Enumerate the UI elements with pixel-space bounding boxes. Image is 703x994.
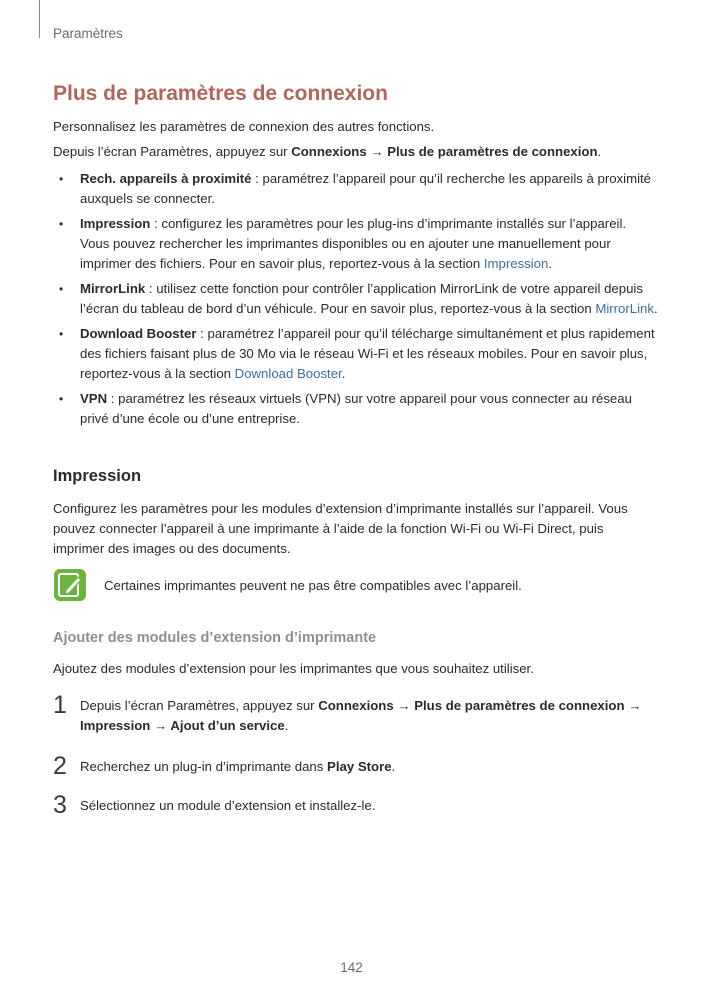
note-pencil-icon — [53, 568, 87, 602]
step-text: Recherchez un plug-in d’imprimante dans Play Store. — [80, 759, 396, 774]
step-text: Depuis l’écran Paramètres, appuyez sur Connexions → Plus de paramètres de connexion → Impression → Ajout d’un service. — [80, 698, 642, 733]
navigation-path: Depuis l’écran Paramètres, appuyez sur Connexions → Plus de paramètres de connexion. — [53, 144, 602, 159]
list-item: • Rech. appareils à proximité : paramétrez l’appareil pour qu’il recherche les appareils à proximité auxquels se connecter. — [59, 171, 651, 206]
list-item: • VPN : paramétrez les réseaux virtuels (VPN) sur votre appareil pour vous connecter au réseau privé d’une école ou d’une entreprise. — [59, 391, 632, 426]
impression-body: Configurez les paramètres pour les modules d’extension d’imprimante installés sur l’appareil. Vous pouvez connecter l’appareil à une imprimante à l’aide de la fonction Wi-Fi ou Wi-Fi Direct, puis imprimer des images ou des documents. — [53, 501, 628, 556]
download-booster-link[interactable]: Download Booster — [234, 366, 342, 381]
page-title: Plus de paramètres de connexion — [53, 82, 388, 105]
running-header: Paramètres — [53, 26, 123, 41]
note-text: Certaines imprimantes peuvent ne pas être compatibles avec l’appareil. — [104, 578, 522, 593]
step-number: 1 — [53, 691, 67, 719]
page-number: 142 — [340, 960, 363, 975]
impression-heading: Impression — [53, 467, 142, 485]
step-number: 2 — [53, 752, 67, 780]
list-item: • MirrorLink : utilisez cette fonction pour contrôler l’application MirrorLink de votre appareil depuis l’écran du tableau de bord d’un véhicule. Pour en savoir plus, reportez-vous à la section MirrorLink. — [59, 281, 658, 316]
list-item: • Impression : configurez les paramètres pour les plug-ins d’imprimante installés sur l’appareil. Vous pouvez rechercher les imprimantes disponibles ou en ajouter une manuellement pour imprimer des fichiers. Pour en savoir plus, reportez-vous à la section Impression. — [59, 216, 627, 271]
connection-options-list — [53, 169, 658, 434]
list-item: • Download Booster : paramétrez l’appareil pour qu’il télécharge simultanément et plus rapidement des fichiers faisant plus de 30 Mo via le réseau Wi-Fi et les réseaux mobiles. Pour en savoir plus, reportez-vous à la section Download Booster. — [59, 326, 655, 381]
step-number: 3 — [53, 791, 67, 819]
header-rule — [39, 0, 40, 38]
intro-text: Personnalisez les paramètres de connexion des autres fonctions. — [53, 119, 435, 134]
mirrorlink-link[interactable]: MirrorLink — [595, 301, 654, 316]
plugins-intro: Ajoutez des modules d’extension pour les imprimantes que vous souhaitez utiliser. — [53, 661, 534, 676]
impression-link[interactable]: Impression — [483, 256, 549, 271]
step-text: Sélectionnez un module d’extension et installez-le. — [80, 798, 376, 813]
plugins-heading: Ajouter des modules d’extension d’imprimante — [53, 630, 377, 646]
